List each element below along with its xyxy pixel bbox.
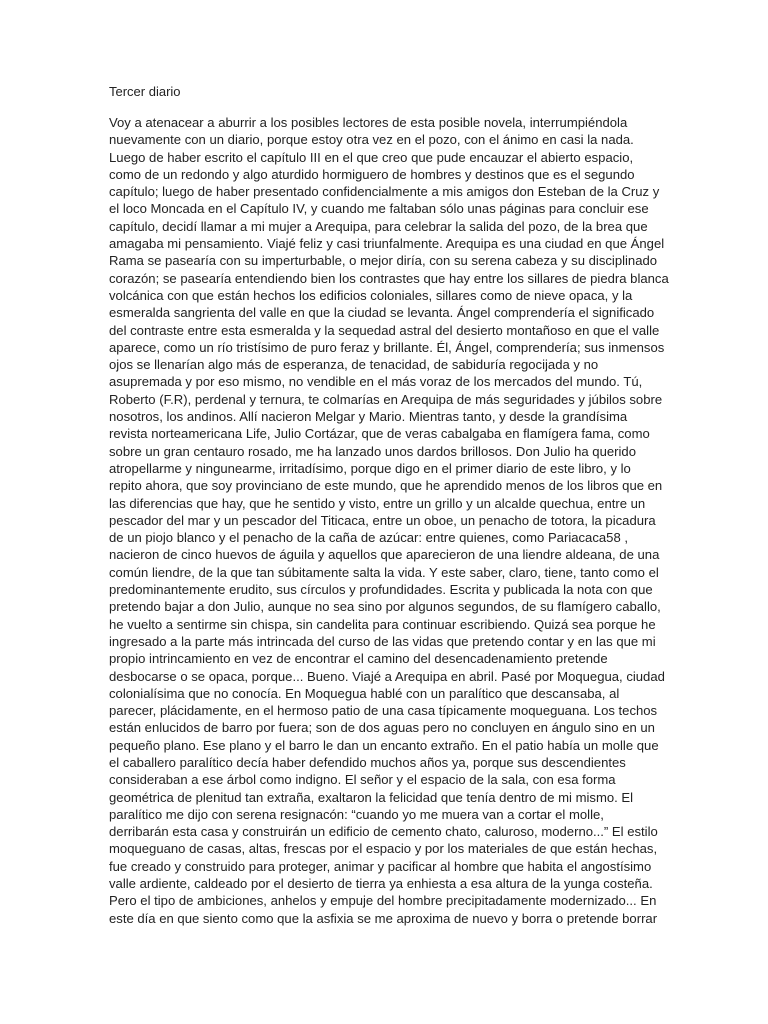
body-line: ojos se llenarían algo más de esperanza, de tenacidad, de sabiduría regocijada y no <box>109 357 599 373</box>
body-line: común liendre, de la que tan súbitamente salta la vida. Y este saber, claro, tiene, tanto como el <box>109 564 659 580</box>
body-line: las diferencias que hay, que he sentido y visto, entre un grillo y un alcalde quechua, entre un <box>109 495 646 511</box>
body-line: nacieron de cinco huevos de águila y aquellos que aparecieron de una liendre aldeana, de una <box>109 547 660 563</box>
body-line: capítulo; luego de haber presentado confidencialmente a mis amigos don Esteban de la Cruz y <box>109 184 660 200</box>
body-line: asupremada y por eso mismo, no vendible en el más voraz de los mercados del mundo. Tú, <box>109 374 643 390</box>
body-line: predominantemente erudito, sus círculos y profundidades. Escrita y publicada la nota con que <box>109 582 653 598</box>
body-line: valle ardiente, caldeado por el desierto de tierra ya enhiesta a esa altura de la yunga costeña. <box>109 876 653 892</box>
body-line: atropellarme y ningunearme, irritadísimo, porque digo en el primer diario de este libro, y lo <box>109 460 631 476</box>
body-line: como de un redondo y algo aturdido hormiguero de hombres y destinos que es el segundo <box>109 166 635 182</box>
body-line: pescador del mar y un pescador del Titicaca, entre un oboe, un penacho de totora, la picadura <box>109 512 656 528</box>
body-line: colonialísima que no conocía. En Moquegua hablé con un paralítico que descansaba, al <box>109 685 620 701</box>
body-line: paralítico me dijo con serena resignacón: “cuando yo me muera van a cortar el molle, <box>109 806 604 822</box>
body-line: derribarán esta casa y construirán un edificio de cemento chato, caluroso, moderno...” El estilo <box>109 824 658 840</box>
body-line: fue creado y construido para proteger, animar y pacificar al hombre que habita el angostísimo <box>109 858 652 874</box>
body-line: nuevamente con un diario, porque estoy otra vez en el pozo, con el ánimo en casi la nada. <box>109 132 634 148</box>
body-line: pretendo bajar a don Julio, aunque no sea sino por algunos segundos, de su flamígero caballo, <box>109 599 661 615</box>
body-line: consideraban a ese árbol como indigno. El señor y el espacio de la sala, con esa forma <box>109 772 616 788</box>
body-line: repito ahora, que soy provinciano de este mundo, que he aprendido menos de los libros que en <box>109 478 663 494</box>
body-line: Luego de haber escrito el capítulo III en el que creo que pude encauzar el abierto espacio, <box>109 149 634 165</box>
body-line: corazón; se pasearía entendiendo bien los contrastes que hay entre los sillares de piedra blanca <box>109 270 669 286</box>
body-line: nosotros, los andinos. Allí nacieron Melgar y Mario. Mientras tanto, y desde la grandísima <box>109 409 628 425</box>
body-line: pequeño plano. Ese plano y el barro le dan un encanto extraño. En el patio había un molle que <box>109 737 659 753</box>
body-line: volcánica con que están hechos los edificios coloniales, sillares como de nieve opaca, y la <box>109 287 633 303</box>
body-line: el caballero paralítico decía haber defendido muchos años ya, porque sus descendientes <box>109 754 626 770</box>
body-line: sobre un gran centauro rosado, me ha lanzado unos dardos brillosos. Don Julio ha querido <box>109 443 636 459</box>
body-line: he vuelto a sentirme sin chispa, sin candelita para continuar escribiendo. Quizá sea porque he <box>109 616 656 632</box>
body-line: aparece, como un río tristísimo de puro feraz y brillante. Él, Ángel, comprendería; sus inmensos <box>109 339 665 355</box>
body-line: geométrica de plenitud tan extraña, exaltaron la felicidad que tenía dentro de mi mismo. El <box>109 789 634 805</box>
body-line: propio intrincamiento en vez de encontrar el camino del desencadenamiento pretende <box>109 651 608 667</box>
body-line: Pero el tipo de ambiciones, anhelos y empuje del hombre precipitadamente modernizado... En <box>109 893 657 909</box>
body-line: ingresado a la parte más intrincada del curso de las vidas que pretendo contar y en las que mi <box>109 633 656 649</box>
body-line: desbocarse o se opaca, porque... Bueno. Viajé a Arequipa en abril. Pasé por Moquegua, ciudad <box>109 668 665 684</box>
body-line: de un piojo blanco y el penacho de la caña de azúcar: entre quienes, como Pariacaca58 , <box>109 530 629 546</box>
body-line: el loco Moncada en el Capítulo IV, y cuando me faltaban sólo unas páginas para concluir ese <box>109 201 649 217</box>
body-line: Voy a atenacear a aburrir a los posibles lectores de esta posible novela, interrumpiéndola <box>109 115 628 130</box>
document-body <box>109 114 669 927</box>
body-line: revista norteamericana Life, Julio Cortázar, que de veras cabalgaba en flamígera fama, como <box>109 426 650 442</box>
body-line: parecer, plácidamente, en el hermoso patio de una casa típicamente moqueguana. Los techos <box>109 703 658 719</box>
body-line: Rama se pasearía con su imperturbable, o mejor diría, con su serena cabeza y su disciplinado <box>109 253 658 269</box>
body-line: Roberto (F.R), perdenal y ternura, te colmarías en Arequipa de más seguridades y júbilos sobre <box>109 391 663 407</box>
body-line: moqueguano de casas, altas, frescas por el espacio y por los materiales de que están hechas, <box>109 841 658 857</box>
body-line: esmeralda sangrienta del valle en que la ciudad se levanta. Ángel comprendería el significado <box>109 305 655 321</box>
body-line: del contraste entre esta esmeralda y la sequedad astral del desierto montañoso en que el valle <box>109 322 660 338</box>
body-line: amagaba mi pensamiento. Viajé feliz y casi triunfalmente. Arequipa es una ciudad en que Ángel <box>109 236 665 252</box>
body-line: están enlucidos de barro por fuera; son de dos aguas pero no concluyen en ángulo sino en un <box>109 720 655 736</box>
document-title: Tercer diario <box>109 84 181 99</box>
body-line: capítulo, decidí llamar a mi mujer a Arequipa, para celebrar la salida del pozo, de la brea que <box>109 218 648 234</box>
body-line: este día en que siento como que la asfixia se me aproxima de nuevo y borra o pretende borrar <box>109 910 658 926</box>
